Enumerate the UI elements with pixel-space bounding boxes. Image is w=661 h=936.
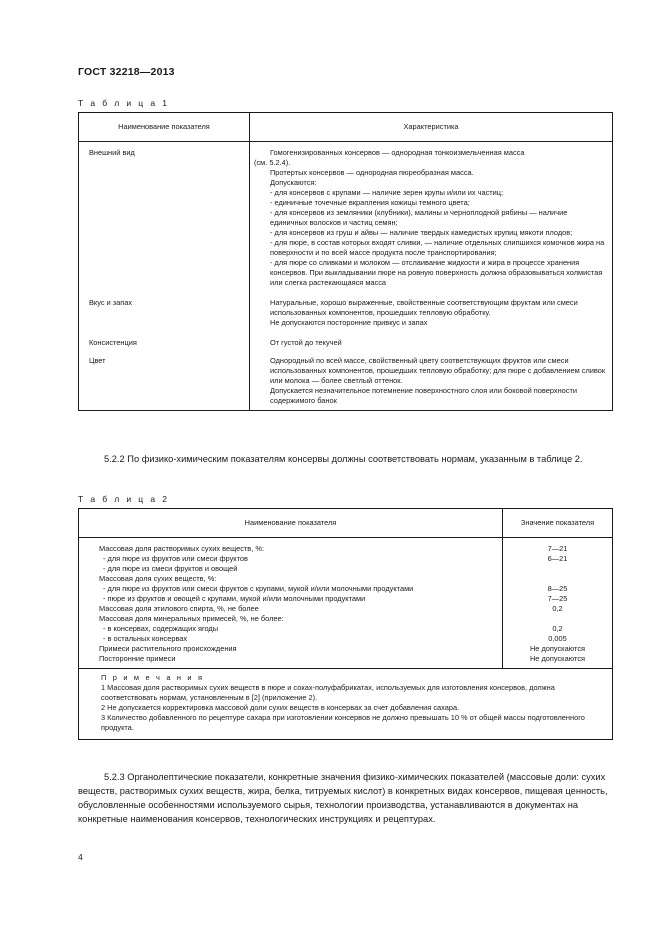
notes-title: П р и м е ч а н и я: [101, 673, 205, 682]
paragraph-5-2-3: [78, 770, 614, 826]
desc-line: Натуральные, хорошо выраженные, свойственные соответствующим фруктам или смеси использованных компонентов, прошедших тепловую обработку.: [270, 298, 578, 317]
indicator-value: 0,2: [552, 604, 563, 613]
indicator-name: - в консервах, содержащих ягоды: [103, 624, 219, 633]
indicator-name: - пюре из фруктов и овощей с крупами, мукой и/или молочными продуктами: [103, 594, 366, 603]
desc-line: Однородный по всей массе, свойственный цвету соответствующих фруктов или смеси использованных компонентов, прошедших тепловую обработку; для пюре с добавлением сливок или молока — более светлый оттенок.: [270, 356, 606, 385]
table2-col-name: Наименование показателя: [79, 509, 503, 538]
indicator-value: Не допускаются: [529, 644, 586, 653]
row-desc: [250, 290, 613, 330]
indicator-names: [79, 538, 503, 669]
indicator-name: - для пюре из фруктов или смеси фруктов с крупами, мукой и/или молочными продуктами: [103, 584, 414, 593]
indicator-name: Посторонние примеси: [99, 654, 176, 663]
table1-col-name: Наименование показателя: [79, 113, 250, 142]
indicator-values: [503, 538, 613, 669]
table-row: [79, 538, 613, 669]
table-row: [79, 350, 613, 411]
desc-line: Гомогенизированных консервов — однородная тонкоизмельченная масса: [270, 148, 525, 157]
row-desc: [250, 142, 613, 291]
row-name: Вкус и запах: [79, 290, 250, 330]
indicator-value: 7—25: [547, 594, 568, 603]
indicator-name: Массовая доля сухих веществ, %:: [99, 574, 217, 583]
indicator-name: - для пюре из фруктов или смеси фруктов: [103, 554, 248, 563]
table1-col-desc: Характеристика: [250, 113, 613, 142]
table2-notes-row: [79, 669, 613, 740]
indicator-value: [507, 564, 608, 574]
indicator-name: Массовая доля этилового спирта, %, не более: [99, 604, 259, 613]
row-desc: [250, 350, 613, 411]
standard-header: ГОСТ 32218—2013: [78, 66, 175, 78]
table1-label: Т а б л и ц а 1: [78, 98, 170, 108]
indicator-value: 7—21: [547, 544, 568, 553]
note-item: 1 Массовая доля растворимых сухих веществ в пюре и соках-полуфабрикатах, используемых для изготовления консервов, должна соответствовать нормам, установленным в [2] (приложение 2).: [101, 683, 555, 702]
desc-line: Не допускаются посторонние привкус и запах: [270, 318, 428, 327]
table2-label: Т а б л и ц а 2: [78, 494, 170, 504]
desc-line: (см. 5.2.4).: [254, 158, 291, 167]
table1: [78, 112, 613, 411]
indicator-value: 8—25: [547, 584, 568, 593]
indicator-name: Массовая доля растворимых сухих веществ, %:: [99, 544, 264, 553]
indicator-name: - для пюре из смеси фруктов и овощей: [103, 564, 238, 573]
indicator-value: 6—21: [547, 554, 568, 563]
table-row: [79, 330, 613, 350]
indicator-name: - в остальных консервах: [103, 634, 188, 643]
desc-line: - для консервов с крупами — наличие зерен крупы и/или их частиц;: [270, 188, 504, 197]
desc-line: - для консервов из земляники (клубники), малины и черноплодной рябины — наличие единичных волосков и частиц семян;: [270, 208, 568, 227]
indicator-name: Массовая доля минеральных примесей, %, не более:: [99, 614, 284, 623]
desc-line: - для консервов из груш и айвы — наличие твердых камедистых крупиц мякоти плодов;: [270, 228, 573, 237]
indicator-value: 0,2: [552, 624, 563, 633]
table-row: [79, 290, 613, 330]
desc-line: Допускаются:: [270, 178, 317, 187]
desc-line: От густой до текучей: [270, 338, 342, 347]
indicator-value: [507, 614, 608, 624]
page-number: 4: [78, 852, 83, 862]
desc-line: Протертых консервов — однородная пюреобразная масса.: [270, 168, 474, 177]
table2-header-row: [79, 509, 613, 538]
paragraph-text: 5.2.3 Органолептические показатели, конкретные значения физико-химических показателей (массовые доли: сухих веществ, растворимых сухих веществ, жира, белка, титруемых кислот) в конкретных видах консервов, пищевая ценность, обусловленные особенностями используемого сырья, технологии производства, устанавливаются в документах на конкретные наименования консервов, технологических инструкциях и рецептурах.: [78, 772, 608, 824]
indicator-name: Примеси растительного происхождения: [99, 644, 237, 653]
desc-line: - для пюре со сливками и молоком — отслаивание жидкости и жира в процессе хранения консервов. При выкладывании пюре на ровную поверхность должна образовываться холмистая или слегка растекающаяся масса: [270, 258, 603, 287]
note-item: 3 Количество добавленного по рецептуре сахара при изготовлении консервов не должно превышать 10 % от общей массы подготовленного продукта.: [101, 713, 585, 732]
row-name: Цвет: [79, 350, 250, 411]
indicator-value: [507, 574, 608, 584]
table2-col-value: Значение показателя: [503, 509, 613, 538]
indicator-value: 0,005: [548, 634, 567, 643]
table-row: [79, 142, 613, 291]
desc-line: - единичные точечные вкрапления кожицы темного цвета;: [270, 198, 470, 207]
desc-line: - для пюре, в состав которых входят сливки, — наличие отдельных слипшихся комочков жира на поверхности и по всей массе продукта после транспортирования;: [270, 238, 605, 257]
row-name: Внешний вид: [79, 142, 250, 291]
table1-header-row: [79, 113, 613, 142]
desc-line: Допускается незначительное потемнение поверхностного слоя или боковой поверхности содержимого банок: [270, 386, 577, 405]
paragraph-5-2-2: [78, 452, 614, 466]
row-desc: [250, 330, 613, 350]
paragraph-text: 5.2.2 По физико-химическим показателям консервы должны соответствовать нормам, указанным в таблице 2.: [104, 454, 583, 464]
note-item: 2 Не допускается корректировка массовой доли сухих веществ в консервах за счет добавления сахара.: [101, 703, 460, 712]
table2-notes: [79, 669, 613, 740]
table2: [78, 508, 613, 740]
row-name: Консистенция: [79, 330, 250, 350]
indicator-value: Не допускаются: [529, 654, 586, 663]
